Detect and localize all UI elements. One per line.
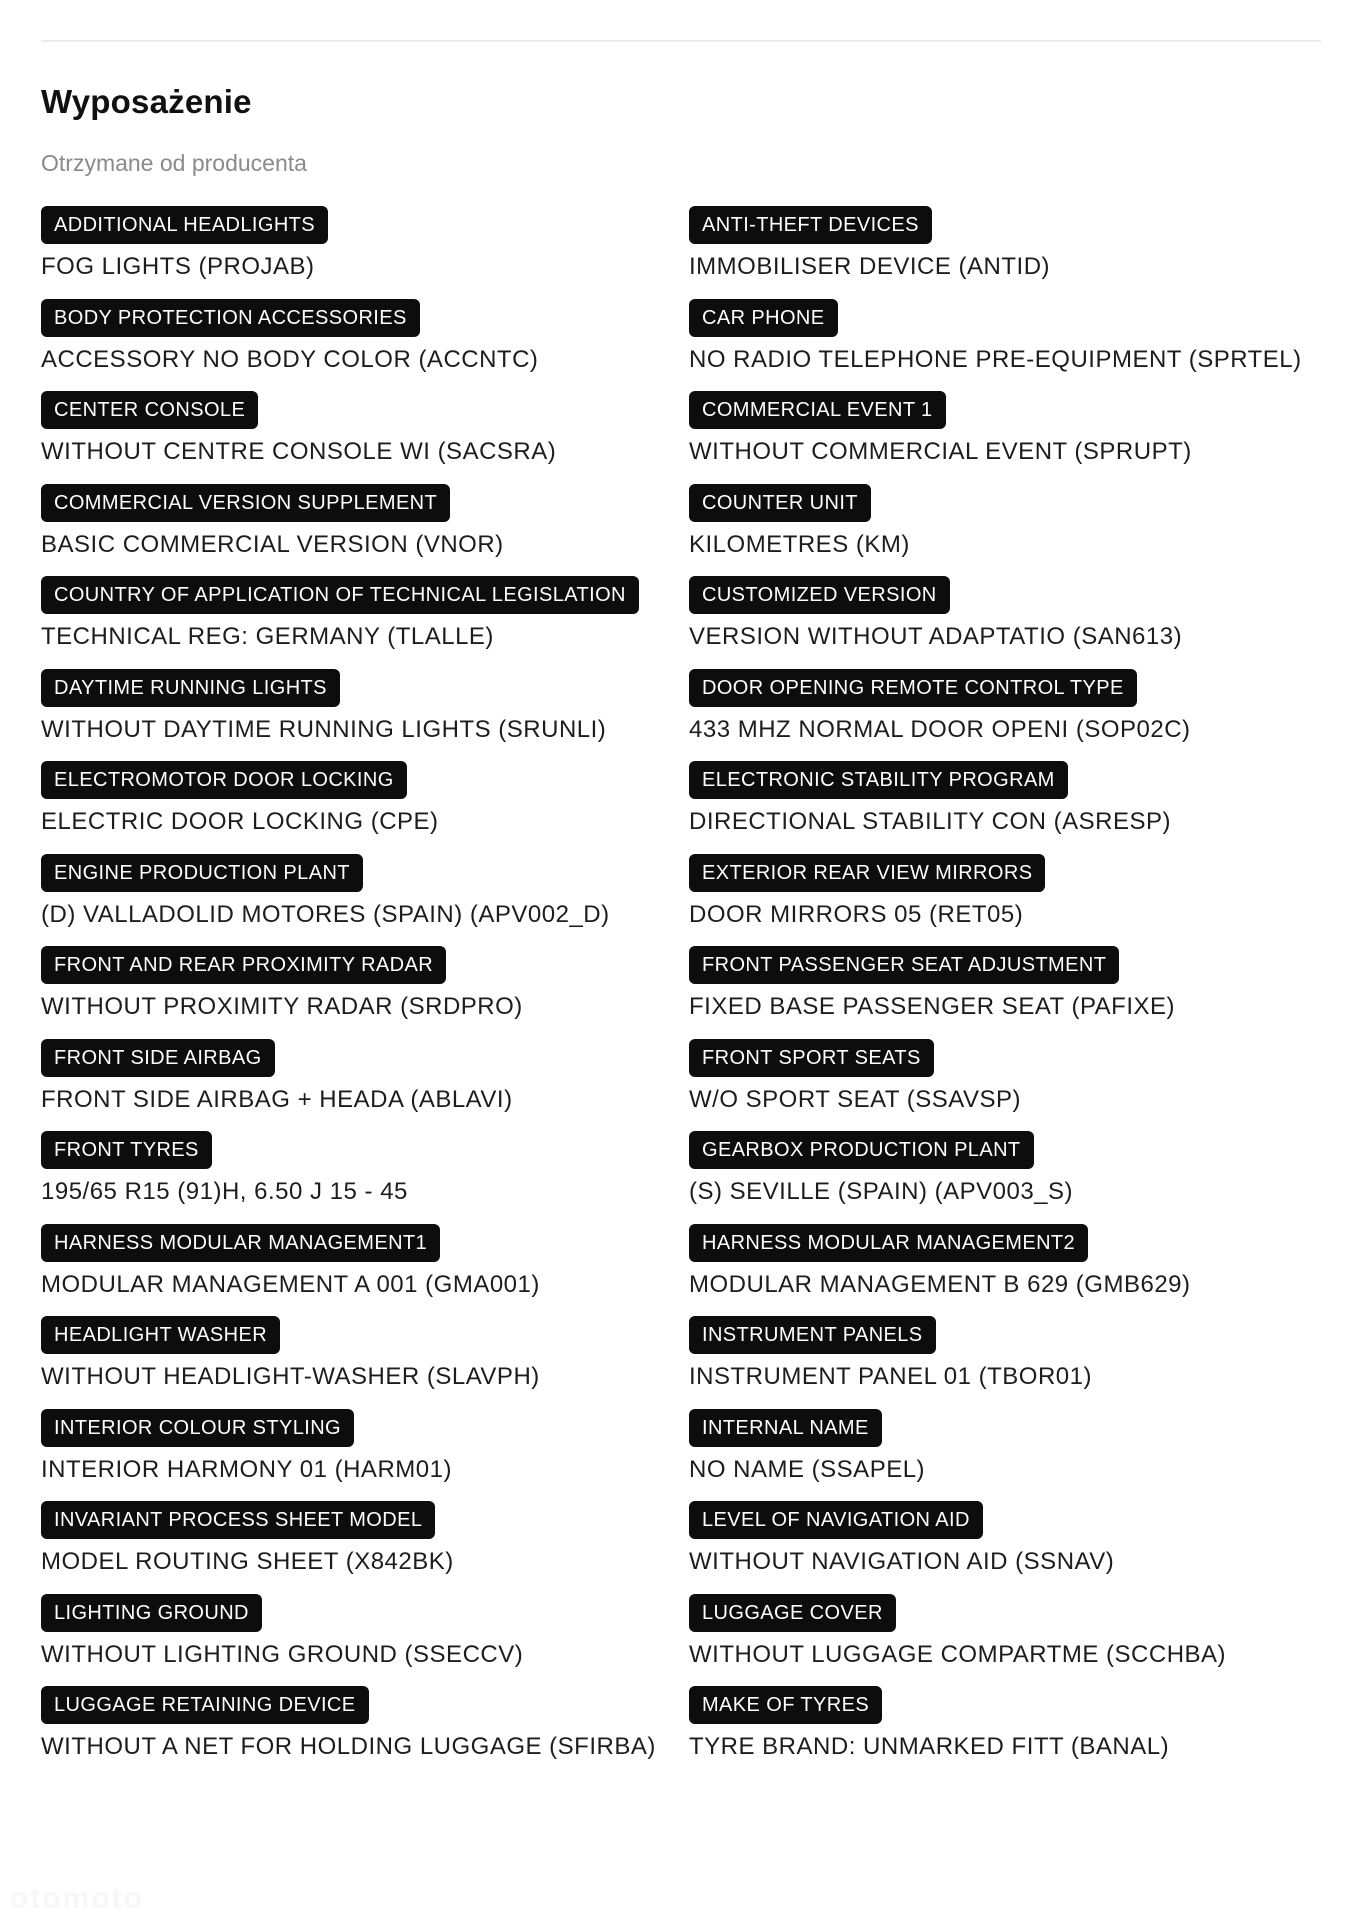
equipment-item	[689, 1501, 1321, 1594]
equipment-value: TECHNICAL REG: GERMANY (TLALLE)	[41, 623, 494, 650]
equipment-category-badge: FRONT SIDE AIRBAG	[41, 1039, 275, 1077]
equipment-value: DOOR MIRRORS 05 (RET05)	[689, 900, 1024, 928]
equipment-category-badge: COUNTRY OF APPLICATION OF TECHNICAL LEGISLATION	[41, 576, 639, 614]
equipment-value: (D) VALLADOLID MOTORES (SPAIN) (APV002_D)	[41, 900, 610, 928]
equipment-item	[689, 484, 1321, 577]
equipment-category-badge: GEARBOX PRODUCTION PLANT	[689, 1131, 1034, 1169]
equipment-value: VERSION WITHOUT ADAPTATIO (SAN613)	[689, 623, 1183, 650]
equipment-item	[689, 206, 1321, 299]
equipment-value: FRONT SIDE AIRBAG + HEADA (ABLAVI)	[41, 1085, 513, 1113]
equipment-item	[41, 1131, 689, 1224]
equipment-item	[41, 1224, 689, 1317]
equipment-item	[41, 1039, 689, 1132]
equipment-value: NO NAME (SSAPEL)	[689, 1455, 926, 1483]
equipment-value: TYRE BRAND: UNMARKED FITT (BANAL)	[689, 1733, 1170, 1760]
equipment-category-badge: FRONT AND REAR PROXIMITY RADAR	[41, 946, 446, 984]
equipment-item	[689, 669, 1321, 762]
equipment-value: 195/65 R15 (91)H, 6.50 J 15 - 45	[41, 1178, 408, 1205]
equipment-value: WITHOUT CENTRE CONSOLE WI (SACSRA)	[41, 438, 557, 465]
equipment-value: (S) SEVILLE (SPAIN) (APV003_S)	[689, 1178, 1074, 1205]
equipment-list	[41, 206, 1321, 1779]
equipment-category-badge: MAKE OF TYRES	[689, 1686, 882, 1724]
equipment-value: 433 MHZ NORMAL DOOR OPENI (SOP02C)	[689, 715, 1191, 743]
equipment-item	[689, 391, 1321, 484]
equipment-item	[41, 854, 689, 947]
equipment-item	[689, 576, 1321, 669]
equipment-category-badge: DOOR OPENING REMOTE CONTROL TYPE	[689, 669, 1137, 707]
equipment-value: WITHOUT LUGGAGE COMPARTME (SCCHBA)	[689, 1640, 1227, 1668]
equipment-category-badge: LUGGAGE COVER	[689, 1594, 896, 1632]
equipment-value: WITHOUT LIGHTING GROUND (SSECCV)	[41, 1640, 524, 1668]
equipment-value: NO RADIO TELEPHONE PRE-EQUIPMENT (SPRTEL)	[689, 345, 1302, 373]
equipment-item	[689, 1039, 1321, 1132]
equipment-value: IMMOBILISER DEVICE (ANTID)	[689, 253, 1051, 280]
equipment-value: MODULAR MANAGEMENT A 001 (GMA001)	[41, 1270, 540, 1298]
equipment-category-badge: FRONT SPORT SEATS	[689, 1039, 934, 1077]
equipment-item	[689, 1316, 1321, 1409]
equipment-item	[689, 761, 1321, 854]
equipment-value: FOG LIGHTS (PROJAB)	[41, 253, 315, 280]
equipment-category-badge: LEVEL OF NAVIGATION AID	[689, 1501, 983, 1539]
equipment-category-badge: BODY PROTECTION ACCESSORIES	[41, 299, 420, 337]
equipment-value: WITHOUT PROXIMITY RADAR (SRDPRO)	[41, 993, 523, 1020]
equipment-value: WITHOUT COMMERCIAL EVENT (SPRUPT)	[689, 438, 1192, 465]
equipment-category-badge: ELECTRONIC STABILITY PROGRAM	[689, 761, 1068, 799]
watermark: otomoto	[10, 1882, 144, 1915]
equipment-item	[689, 1686, 1321, 1779]
equipment-category-badge: FRONT PASSENGER SEAT ADJUSTMENT	[689, 946, 1119, 984]
equipment-item	[689, 1409, 1321, 1502]
equipment-category-badge: COMMERCIAL EVENT 1	[689, 391, 946, 429]
equipment-value: DIRECTIONAL STABILITY CON (ASRESP)	[689, 808, 1171, 835]
equipment-item	[41, 1594, 689, 1687]
top-divider	[41, 40, 1321, 42]
equipment-item	[689, 854, 1321, 947]
equipment-item	[689, 1594, 1321, 1687]
equipment-value: KILOMETRES (KM)	[689, 530, 910, 558]
equipment-category-badge: INSTRUMENT PANELS	[689, 1316, 936, 1354]
equipment-item	[41, 669, 689, 762]
equipment-category-badge: INTERIOR COLOUR STYLING	[41, 1409, 354, 1447]
equipment-category-badge: LUGGAGE RETAINING DEVICE	[41, 1686, 369, 1724]
equipment-item	[689, 946, 1321, 1039]
section-title: Wyposażenie	[41, 83, 252, 120]
equipment-item	[41, 761, 689, 854]
equipment-value: MODULAR MANAGEMENT B 629 (GMB629)	[689, 1270, 1191, 1298]
equipment-item	[41, 484, 689, 577]
equipment-category-badge: COUNTER UNIT	[689, 484, 871, 522]
equipment-category-badge: CUSTOMIZED VERSION	[689, 576, 950, 614]
equipment-category-badge: ANTI-THEFT DEVICES	[689, 206, 932, 244]
equipment-category-badge: COMMERCIAL VERSION SUPPLEMENT	[41, 484, 450, 522]
equipment-category-badge: LIGHTING GROUND	[41, 1594, 262, 1632]
equipment-item	[41, 1316, 689, 1409]
equipment-value: WITHOUT NAVIGATION AID (SSNAV)	[689, 1548, 1115, 1575]
equipment-category-badge: FRONT TYRES	[41, 1131, 212, 1169]
equipment-value: FIXED BASE PASSENGER SEAT (PAFIXE)	[689, 993, 1176, 1020]
equipment-item	[41, 1409, 689, 1502]
equipment-item	[41, 1501, 689, 1594]
equipment-item	[41, 206, 689, 299]
equipment-item	[41, 1686, 689, 1779]
equipment-category-badge: ADDITIONAL HEADLIGHTS	[41, 206, 328, 244]
equipment-category-badge: ENGINE PRODUCTION PLANT	[41, 854, 363, 892]
equipment-category-badge: EXTERIOR REAR VIEW MIRRORS	[689, 854, 1045, 892]
equipment-item	[41, 299, 689, 392]
equipment-value: ELECTRIC DOOR LOCKING (CPE)	[41, 808, 439, 835]
equipment-category-badge: DAYTIME RUNNING LIGHTS	[41, 669, 340, 707]
equipment-value: WITHOUT DAYTIME RUNNING LIGHTS (SRUNLI)	[41, 715, 607, 743]
equipment-value: BASIC COMMERCIAL VERSION (VNOR)	[41, 530, 504, 558]
equipment-value: INTERIOR HARMONY 01 (HARM01)	[41, 1455, 452, 1483]
equipment-item	[41, 391, 689, 484]
equipment-item	[41, 946, 689, 1039]
equipment-value: W/O SPORT SEAT (SSAVSP)	[689, 1085, 1022, 1113]
equipment-value: ACCESSORY NO BODY COLOR (ACCNTC)	[41, 345, 539, 373]
section-subtitle: Otrzymane od producenta	[41, 150, 307, 176]
equipment-item	[689, 299, 1321, 392]
equipment-category-badge: HARNESS MODULAR MANAGEMENT1	[41, 1224, 440, 1262]
equipment-category-badge: CENTER CONSOLE	[41, 391, 258, 429]
equipment-category-badge: ELECTROMOTOR DOOR LOCKING	[41, 761, 407, 799]
equipment-category-badge: INTERNAL NAME	[689, 1409, 882, 1447]
equipment-category-badge: CAR PHONE	[689, 299, 838, 337]
equipment-value: MODEL ROUTING SHEET (X842BK)	[41, 1548, 454, 1575]
equipment-item	[689, 1224, 1321, 1317]
equipment-category-badge: HARNESS MODULAR MANAGEMENT2	[689, 1224, 1088, 1262]
equipment-item	[689, 1131, 1321, 1224]
equipment-value: WITHOUT A NET FOR HOLDING LUGGAGE (SFIRBA)	[41, 1733, 656, 1760]
equipment-value: INSTRUMENT PANEL 01 (TBOR01)	[689, 1363, 1092, 1390]
equipment-value: WITHOUT HEADLIGHT-WASHER (SLAVPH)	[41, 1363, 540, 1390]
equipment-category-badge: HEADLIGHT WASHER	[41, 1316, 280, 1354]
equipment-item	[41, 576, 689, 669]
equipment-category-badge: INVARIANT PROCESS SHEET MODEL	[41, 1501, 435, 1539]
